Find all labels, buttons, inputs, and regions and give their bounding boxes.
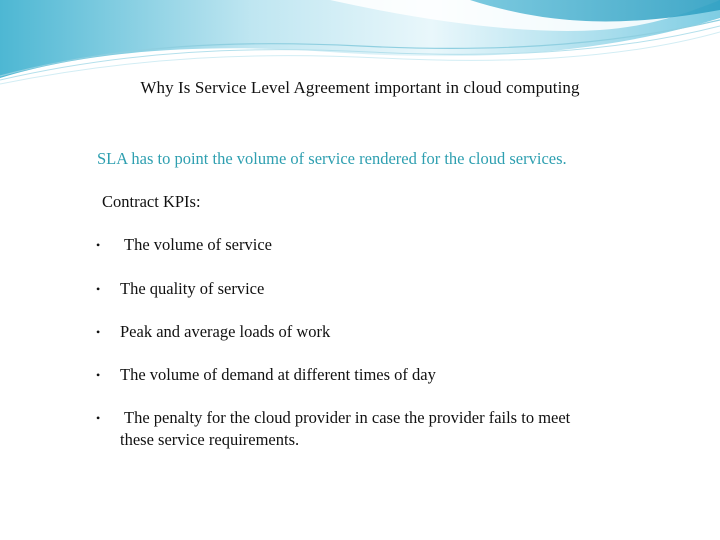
bullet-text: these service requirements. [120,430,300,449]
bullet-text: The quality of service [120,279,265,298]
bullet-text: The volume of demand at different times of day [120,365,436,384]
bullet-icon: • [96,238,101,252]
bullet-text: The penalty for the cloud provider in case the provider fails to meet [124,408,571,427]
bullet-icon: • [96,368,101,382]
bullet-text: Peak and average loads of work [120,322,331,341]
bullet-icon: • [96,325,101,339]
bullet-text: The volume of service [124,235,272,254]
slide-title: Why Is Service Level Agreement important in cloud computing [140,78,580,97]
bullet-icon: • [96,411,101,425]
lead-statement: SLA has to point the volume of service rendered for the cloud services. [97,149,567,168]
header-wave-banner [0,0,720,90]
bullet-icon: • [96,282,101,296]
kpi-heading: Contract KPIs: [102,192,201,211]
